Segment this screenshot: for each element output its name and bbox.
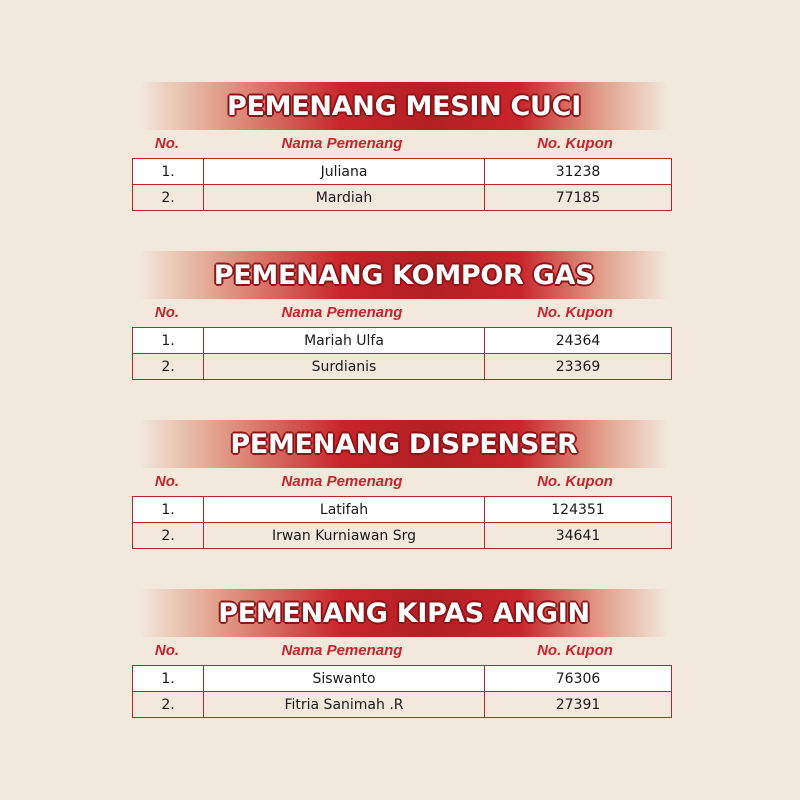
table-row (133, 497, 672, 523)
section-title: PEMENANG KOMPOR GAS (213, 259, 595, 291)
table-row (133, 523, 672, 549)
cell-no: 1. (133, 159, 204, 185)
table-row (133, 185, 672, 211)
table-header (132, 468, 668, 496)
table-row (133, 354, 672, 380)
section-title: PEMENANG MESIN CUCI (227, 90, 581, 122)
cell-name: Juliana (204, 159, 485, 185)
cell-kupon: 124351 (485, 497, 672, 523)
header-no: No. (154, 473, 180, 490)
cell-name: Mariah Ulfa (204, 328, 485, 354)
table-header (132, 637, 668, 665)
cell-name: Surdianis (204, 354, 485, 380)
cell-kupon: 24364 (485, 328, 672, 354)
cell-kupon: 31238 (485, 159, 672, 185)
section-kipas-angin (132, 589, 668, 718)
cell-kupon: 77185 (485, 185, 672, 211)
cell-no: 2. (133, 692, 204, 718)
section-banner (140, 420, 668, 468)
cell-name: Siswanto (204, 666, 485, 692)
table-row (133, 328, 672, 354)
header-name: Nama Pemenang (281, 135, 403, 152)
cell-no: 1. (133, 497, 204, 523)
header-name: Nama Pemenang (281, 304, 403, 321)
header-kupon: No. Kupon (537, 304, 613, 321)
winners-table (132, 665, 672, 718)
table-header (132, 299, 668, 327)
cell-no: 1. (133, 666, 204, 692)
cell-no: 2. (133, 185, 204, 211)
header-no: No. (154, 304, 180, 321)
winners-table (132, 327, 672, 380)
header-name: Nama Pemenang (281, 473, 403, 490)
header-no: No. (154, 642, 180, 659)
header-no: No. (154, 135, 180, 152)
section-kompor-gas (132, 251, 668, 380)
cell-name: Latifah (204, 497, 485, 523)
section-title: PEMENANG DISPENSER (230, 428, 578, 460)
section-mesin-cuci (132, 82, 668, 211)
header-kupon: No. Kupon (537, 135, 613, 152)
section-title: PEMENANG KIPAS ANGIN (218, 597, 590, 629)
header-name: Nama Pemenang (281, 642, 403, 659)
header-kupon: No. Kupon (537, 473, 613, 490)
cell-no: 1. (133, 328, 204, 354)
cell-no: 2. (133, 523, 204, 549)
table-row (133, 159, 672, 185)
section-banner (140, 82, 668, 130)
table-row (133, 666, 672, 692)
cell-name: Irwan Kurniawan Srg (204, 523, 485, 549)
cell-no: 2. (133, 354, 204, 380)
section-banner (140, 589, 668, 637)
section-dispenser (132, 420, 668, 549)
cell-kupon: 34641 (485, 523, 672, 549)
cell-name: Fitria Sanimah .R (204, 692, 485, 718)
section-banner (140, 251, 668, 299)
winners-table (132, 496, 672, 549)
table-row (133, 692, 672, 718)
header-kupon: No. Kupon (537, 642, 613, 659)
table-header (132, 130, 668, 158)
winners-table (132, 158, 672, 211)
cell-name: Mardiah (204, 185, 485, 211)
cell-kupon: 23369 (485, 354, 672, 380)
cell-kupon: 27391 (485, 692, 672, 718)
cell-kupon: 76306 (485, 666, 672, 692)
